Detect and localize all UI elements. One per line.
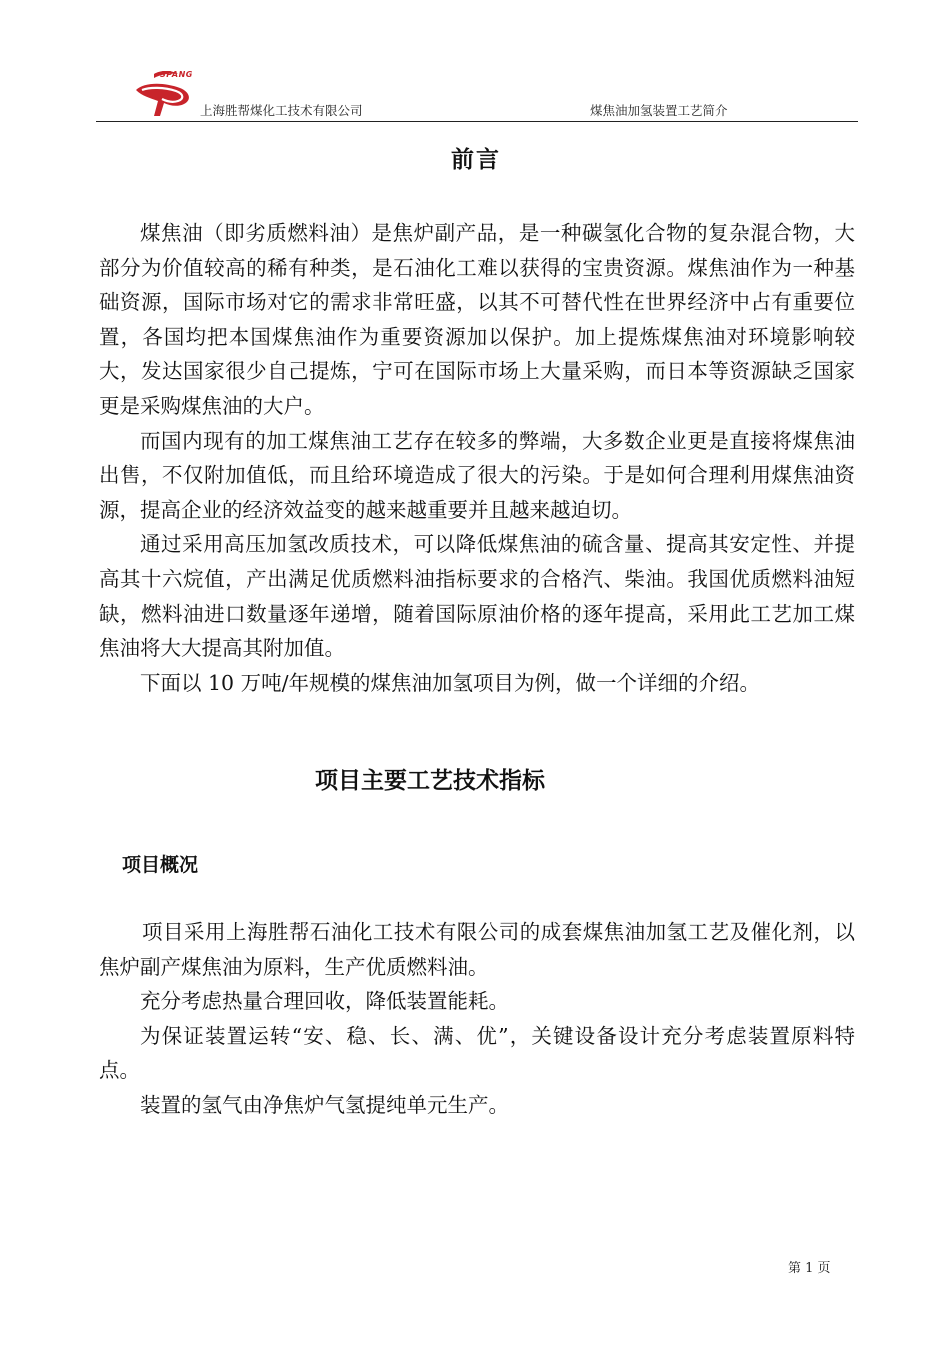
- overview-paragraph: 充分考虑热量合理回收，降低装置能耗。: [140, 989, 509, 1014]
- overview-heading: 项目概况: [122, 854, 199, 876]
- header-divider: [96, 121, 858, 122]
- logo-wordmark: SPANG: [160, 70, 193, 79]
- preface-paragraph: 煤焦油（即劣质燃料油）是焦炉副产品，是一种碳氢化合物的复杂混合物，大部分为价值较高的稀有种类，是石油化工难以获得的宝贵资源。煤焦油作为一种基础资源，国际市场对它的需求非常旺盛，以其不可替代性在世界经济中占有重要位置，各国均把本国煤焦油作为重要资源加以保护。加上提炼煤焦油对环境影响较大，发达国家很少自己提炼，宁可在国际市场上大量采购，而日本等资源缺乏国家更是采购煤焦油的大户。: [99, 221, 855, 418]
- indicators-heading: 项目主要工艺技术指标: [315, 768, 545, 794]
- page-number: 第 1 页: [788, 1261, 831, 1276]
- overview-body: [99, 915, 855, 1123]
- preface-body: [99, 216, 855, 700]
- header-document-title: 煤焦油加氢装置工艺简介: [590, 103, 728, 118]
- header-company-name: 上海胜帮煤化工技术有限公司: [200, 103, 363, 118]
- page-header: [96, 62, 858, 124]
- preface-heading: 前言: [451, 147, 501, 173]
- preface-paragraph: 下面以 10 万吨/年规模的煤焦油加氢项目为例，做一个详细的介绍。: [140, 670, 761, 695]
- preface-paragraph: 而国内现有的加工煤焦油工艺存在较多的弊端，大多数企业更是直接将煤焦油出售，不仅附加值低，而且给环境造成了很大的污染。于是如何合理利用煤焦油资源，提高企业的经济效益变的越来越重要并且越来越迫切。: [99, 428, 855, 522]
- overview-paragraph: 装置的氢气由净焦炉气氢提纯单元生产。: [140, 1092, 509, 1117]
- overview-paragraph: 项目采用上海胜帮石油化工技术有限公司的成套煤焦油加氢工艺及催化剂，以焦炉副产煤焦油为原料，生产优质燃料油。: [99, 920, 855, 979]
- company-logo: [134, 68, 196, 118]
- overview-paragraph: 为保证装置运转“安、稳、长、满、优”，关键设备设计充分考虑装置原料特点。: [99, 1023, 855, 1083]
- preface-paragraph: 通过采用高压加氢改质技术，可以降低煤焦油的硫含量、提高其安定性、并提高其十六烷值，产出满足优质燃料油指标要求的合格汽、柴油。我国优质燃料油短缺，燃料油进口数量逐年递增，随着国际原油价格的逐年提高，采用此工艺加工煤焦油将大大提高其附加值。: [99, 532, 855, 661]
